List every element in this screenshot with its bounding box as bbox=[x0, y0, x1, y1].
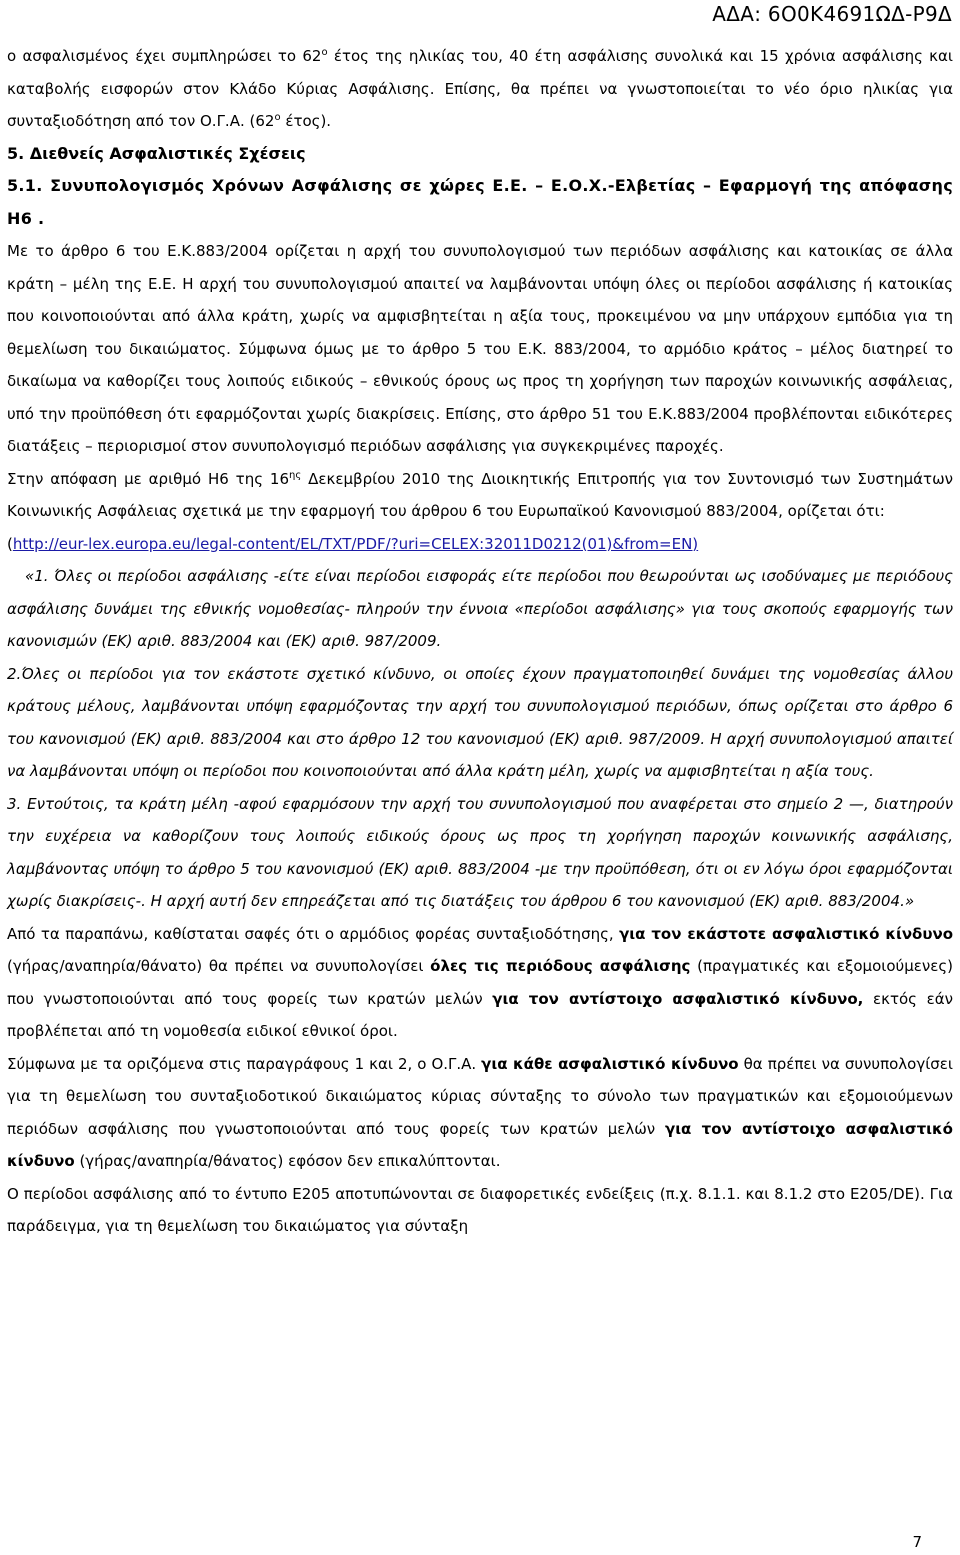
paragraph-intro: ο ασφαλισμένος έχει συμπληρώσει το $62^o$ έτος της ηλικίας του, 40 έτη ασφάλισης συνολικά και 15 χρόνια ασφάλισης και καταβολής εισφορών στον Κλάδο Κύριας Ασφάλισης. Επίσης, θα πρέπει να γνωστοποιείται το νέο όριο ηλικίας για συνταξιοδότηση από τον Ο.Γ.Α. ($62^o$ έτος). bbox=[7, 47, 953, 130]
quote-point-2: 2.Όλες οι περίοδοι για τον εκάστοτε σχετικό κίνδυνο, οι οποίες έχουν πραγματοποιηθεί δυνάμει της νομοθεσίας άλλου κράτους μέλους, λαμβάνονται υπόψη εφαρμόζοντας την αρχή του συνυπολογισμού περιόδων, όπως ορίζεται στο άρθρο 6 του κανονισμού (ΕΚ) αριθ. 883/2004 και στο άρθρο 12 του κανονισμού (ΕΚ) αριθ. 987/2009. Η αρχή συνυπολογισμού απαιτεί να λαμβάνονται υπόψη οι περίοδοι που κοινοποιούνται από άλλα κράτη μέλη, χωρίς να αμφισβητείται η αξία τους. bbox=[7, 664, 953, 780]
paragraph-oga: Σύμφωνα με τα οριζόμενα στις παραγράφους 1 και 2, ο Ο.Γ.Α. για κάθε ασφαλιστικό κίνδυνο θα πρέπει να συνυπολογίσει για τη θεμελίωση του συνταξιοδοτικού δικαιώματος κύριας σύνταξης το σύνολο των πραγματικών και εξομοιούμενων περιόδων ασφάλισης που γνωστοποιούνται από τους φορείς των κρατών μελών για τον αντίστοιχο ασφαλιστικό κίνδυνο (γήρας/αναπηρία/θάνατος) εφόσον δεν επικαλύπτονται. bbox=[7, 1054, 953, 1170]
paragraph-decision-h6: Στην απόφαση με αριθμό Η6 της $16^{\eta\varsigma}$ Δεκεμβρίου 2010 της Διοικητικής Επιτροπής για τον Συντονισμό των Συστημάτων Κοινωνικής Ασφάλειας σχετικά με την εφαρμογή του άρθρου 6 του Ευρωπαϊκού Κανονισμού 883/2004, ορίζεται ότι: bbox=[7, 469, 954, 520]
eur-lex-link[interactable]: http://eur-lex.europa.eu/legal-content/EL/TXT/PDF/?uri=CELEX:32011D0212(01)&from=EN) bbox=[12, 534, 699, 553]
page-number: 7 bbox=[912, 1533, 922, 1551]
section-heading-5: 5. Διεθνείς Ασφαλιστικές Σχέσεις bbox=[7, 143, 306, 163]
document-body bbox=[7, 40, 953, 1243]
section-heading-5-1: 5.1. Συνυπολογισμός Χρόνων Ασφάλισης σε χώρες Ε.Ε. – Ε.Ο.Χ.-Ελβετίας – Εφαρμογή της απόφασης Η6 . bbox=[7, 176, 953, 228]
paragraph-e205: Ο περίοδοι ασφάλισης από το έντυπο Ε205 αποτυπώνονται σε διαφορετικές ενδείξεις (π.χ. 8.1.1. και 8.1.2 στο Ε205/DE). Για παράδειγμα, για τη θεμελίωση του δικαιώματος για σύνταξη bbox=[7, 1184, 953, 1235]
paragraph-conclusion: Από τα παραπάνω, καθίσταται σαφές ότι ο αρμόδιος φορέας συνταξιοδότησης, για τον εκάστοτε ασφαλιστικό κίνδυνο (γήρας/αναπηρία/θάνατο) θα πρέπει να συνυπολογίσει όλες τις περιόδους ασφάλισης (πραγματικές και εξομοιούμενες) που γνωστοποιούνται από τους φορείς των κρατών μελών για τον αντίστοιχο ασφαλιστικό κίνδυνο, εκτός εάν προβλέπεται από τη νομοθεσία ειδικοί εθνικοί όροι. bbox=[7, 924, 954, 1040]
quote-point-3: 3. Εντούτοις, τα κράτη μέλη -αφού εφαρμόσουν την αρχή του συνυπολογισμού που αναφέρεται στο σημείο 2 —, διατηρούν την ευχέρεια να καθορίζουν τους λοιπούς ειδικούς όρους ως προς τη χορήγηση παροχών κοινωνικής ασφάλισης, λαμβάνοντας υπόψη το άρθρο 5 του κανονισμού (ΕΚ) αριθ. 883/2004 -με την προϋπόθεση, ότι οι εν λόγω όροι εφαρμόζονται χωρίς διακρίσεις-. Η αρχή αυτή δεν επηρεάζεται από τις διατάξεις του άρθρου 6 του κανονισμού (ΕΚ) αριθ. 883/2004.» bbox=[7, 794, 953, 910]
eur-lex-link-line: (http://eur-lex.europa.eu/legal-content/EL/TXT/PDF/?uri=CELEX:32011D0212(01)&from=EN) bbox=[7, 534, 699, 553]
ada-code: ΑΔΑ: 6Ο0Κ4691ΩΔ-Ρ9Δ bbox=[712, 2, 952, 26]
quote-point-1: «1. Όλες οι περίοδοι ασφάλισης -είτε είναι περίοδοι εισφοράς είτε περίοδοι που θεωρούνται ως ισοδύναμες με περιόδους ασφάλισης δυνάμει της εθνικής νομοθεσίας- πληρούν την έννοια «περίοδοι ασφάλισης» για τους σκοπούς εφαρμογής των κανονισμών (ΕΚ) αριθ. 883/2004 και (ΕΚ) αριθ. 987/2009. bbox=[7, 567, 953, 650]
paragraph-article-6: Με το άρθρο 6 του Ε.Κ.883/2004 ορίζεται η αρχή του συνυπολογισμού των περιόδων ασφάλισης και κατοικίας σε άλλα κράτη – μέλη της Ε.Ε. Η αρχή του συνυπολογισμού απαιτεί να λαμβάνονται υπόψη όλες οι περίοδοι ασφάλισης ή κατοικίας που κοινοποιούνται από άλλα κράτη, χωρίς να αμφισβητείται η αξία τους, προκειμένου να μην υπάρχουν εμπόδια για τη θεμελίωση του δικαιώματος. Σύμφωνα όμως με το άρθρο 5 του Ε.Κ. 883/2004, το αρμόδιο κράτος – μέλος διατηρεί το δικαίωμα να καθορίζει τους λοιπούς ειδικούς – εθνικούς όρους ως προς τη χορήγηση των παροχών κοινωνικής ασφάλειας, υπό την προϋπόθεση ότι εφαρμόζονται χωρίς διακρίσεις. Επίσης, στο άρθρο 51 του Ε.Κ.883/2004 προβλέπονται ειδικότερες διατάξεις – περιορισμοί στον συνυπολογισμό περιόδων ασφάλισης για συγκεκριμένες παροχές. bbox=[7, 242, 953, 455]
